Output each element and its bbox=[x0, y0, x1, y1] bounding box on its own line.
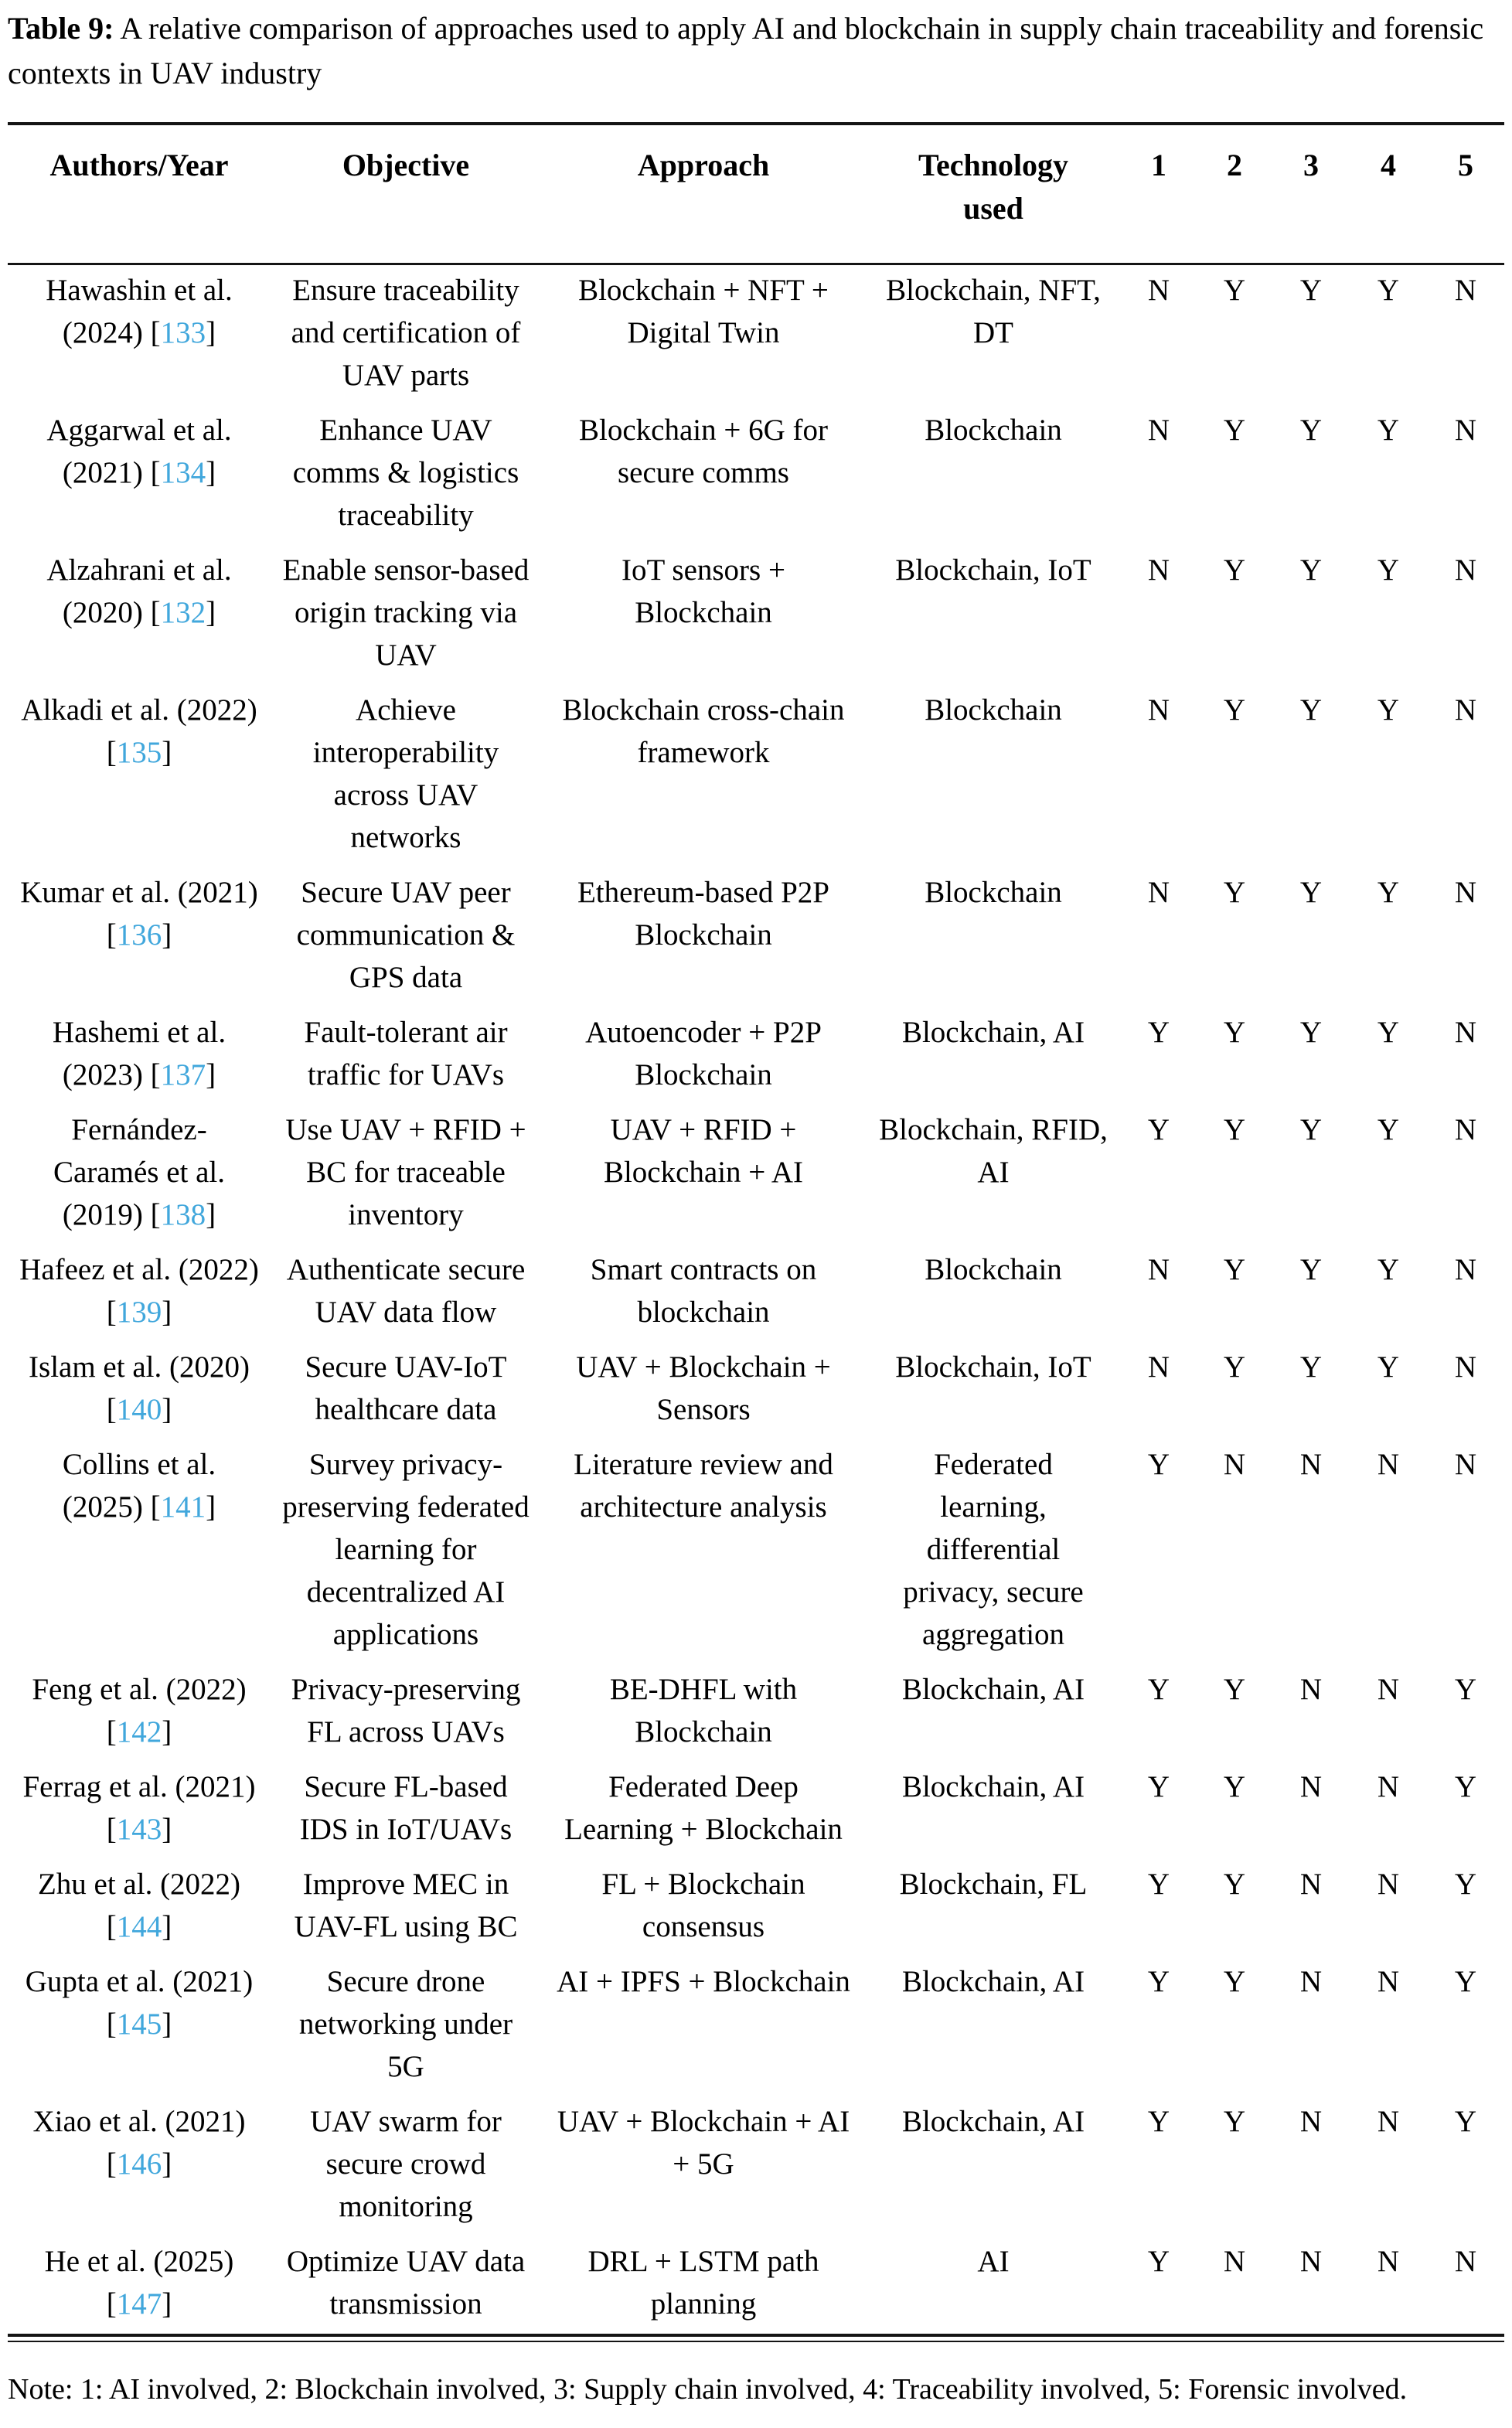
flag-2-value: Y bbox=[1223, 1016, 1246, 1049]
objective-cell: Privacy-preserving FL across UAVs bbox=[291, 1673, 521, 1749]
flag-5-value: N bbox=[1454, 693, 1477, 727]
technology-used-cell: AI bbox=[977, 2245, 1010, 2278]
technology-used-cell: Blockchain bbox=[925, 876, 1062, 909]
approach-cell: Autoencoder + P2P Blockchain bbox=[585, 1016, 822, 1091]
header-flag-5: 5 bbox=[1458, 148, 1473, 182]
citation-close-bracket: ] bbox=[206, 596, 216, 629]
citation-open-bracket: [ bbox=[150, 456, 161, 489]
flag-5-value: Y bbox=[1454, 2105, 1477, 2138]
citation bbox=[151, 1198, 216, 1231]
authors-cell bbox=[8, 1664, 271, 1762]
approach-cell: BE-DHFL with Blockchain bbox=[609, 1673, 798, 1749]
authors-cell bbox=[8, 2096, 271, 2236]
citation bbox=[107, 2287, 172, 2321]
technology-used-cell: Blockchain, AI bbox=[901, 1673, 1085, 1706]
authors-year-text: Xiao et al. (2021) bbox=[32, 2105, 246, 2138]
citation-open-bracket: [ bbox=[106, 918, 117, 952]
technology-used-cell: Blockchain, IoT bbox=[895, 1350, 1091, 1384]
approach-cell: Blockchain cross-chain framework bbox=[562, 693, 845, 769]
citation-link[interactable]: 142 bbox=[116, 1715, 162, 1749]
flag-3-value: N bbox=[1299, 1673, 1323, 1706]
citation-link[interactable]: 135 bbox=[116, 736, 162, 769]
citation-close-bracket: ] bbox=[162, 736, 172, 769]
flag-4-value: N bbox=[1377, 1965, 1400, 1998]
technology-used-cell: Blockchain, AI bbox=[901, 1016, 1085, 1049]
citation-open-bracket: [ bbox=[106, 1910, 117, 1943]
citation-open-bracket: [ bbox=[106, 2287, 117, 2321]
citation-open-bracket: [ bbox=[150, 316, 161, 349]
approach-cell: Literature review and architecture analysis bbox=[574, 1448, 833, 1524]
technology-used-cell: Blockchain bbox=[925, 414, 1062, 447]
approach-cell: Ethereum-based P2P Blockchain bbox=[577, 876, 829, 952]
approach-cell: UAV + Blockchain + Sensors bbox=[576, 1350, 831, 1426]
citation bbox=[107, 736, 172, 769]
citation bbox=[107, 918, 172, 952]
authors-year-text: Collins et al. (2025) bbox=[62, 1448, 216, 1524]
flag-5-value: N bbox=[1454, 876, 1477, 909]
flag-4-value: N bbox=[1377, 1673, 1400, 1706]
objective-cell: Secure drone networking under 5G bbox=[298, 1965, 513, 2083]
table-bottom-rule-thin bbox=[8, 2341, 1504, 2342]
citation bbox=[107, 1296, 172, 1329]
citation bbox=[151, 1058, 216, 1091]
flag-5-value: Y bbox=[1454, 1673, 1477, 1706]
flag-1-value: N bbox=[1147, 553, 1170, 587]
objective-cell: Fault-tolerant air traffic for UAVs bbox=[304, 1016, 508, 1091]
header-authors-year: Authors/Year bbox=[49, 148, 229, 182]
approach-cell: Smart contracts on blockchain bbox=[590, 1253, 817, 1329]
header-approach: Approach bbox=[637, 148, 770, 182]
table-row bbox=[8, 545, 1504, 685]
flag-1-value: N bbox=[1147, 1253, 1170, 1286]
objective-cell: Secure FL-based IDS in IoT/UAVs bbox=[299, 1770, 513, 1846]
approach-cell: IoT sensors + Blockchain bbox=[621, 553, 785, 629]
flag-5-value: N bbox=[1454, 553, 1477, 587]
objective-cell: Authenticate secure UAV data flow bbox=[286, 1253, 526, 1329]
technology-used-cell: Blockchain, RFID, AI bbox=[879, 1113, 1108, 1189]
header-objective: Objective bbox=[342, 148, 470, 182]
citation-close-bracket: ] bbox=[206, 456, 216, 489]
flag-5-value: N bbox=[1454, 1350, 1477, 1384]
flag-1-value: N bbox=[1147, 414, 1170, 447]
authors-cell bbox=[8, 1762, 271, 1859]
citation-open-bracket: [ bbox=[106, 1296, 117, 1329]
flag-3-value: N bbox=[1299, 1868, 1323, 1901]
flag-3-value: N bbox=[1299, 1448, 1323, 1481]
citation-link[interactable]: 133 bbox=[160, 316, 206, 349]
flag-5-value: N bbox=[1454, 1113, 1477, 1146]
flag-4-value: Y bbox=[1377, 1350, 1400, 1384]
citation bbox=[151, 596, 216, 629]
table-row bbox=[8, 1439, 1504, 1664]
flag-4-value: N bbox=[1377, 1868, 1400, 1901]
flag-2-value: Y bbox=[1223, 1770, 1246, 1803]
citation bbox=[107, 1393, 172, 1426]
flag-4-value: Y bbox=[1377, 1253, 1400, 1286]
flag-3-value: Y bbox=[1299, 414, 1323, 447]
citation-open-bracket: [ bbox=[106, 1393, 117, 1426]
objective-cell: Secure UAV peer communication & GPS data bbox=[296, 876, 516, 994]
flag-3-value: N bbox=[1299, 2105, 1323, 2138]
citation bbox=[107, 2147, 172, 2181]
table-caption bbox=[8, 6, 1504, 96]
flag-2-value: Y bbox=[1223, 2105, 1246, 2138]
authors-cell bbox=[8, 1439, 271, 1664]
flag-1-value: Y bbox=[1147, 1016, 1170, 1049]
table-bottom-rule-thick bbox=[8, 2334, 1504, 2337]
citation-link[interactable]: 141 bbox=[160, 1490, 206, 1524]
flag-2-value: Y bbox=[1223, 693, 1246, 727]
flag-3-value: Y bbox=[1299, 693, 1323, 727]
header-flag-4: 4 bbox=[1381, 148, 1396, 182]
technology-used-cell: Federated learning, differential privacy, secure aggregation bbox=[903, 1448, 1084, 1651]
flag-2-value: Y bbox=[1223, 553, 1246, 587]
citation-close-bracket: ] bbox=[206, 1198, 216, 1231]
flag-1-value: Y bbox=[1147, 1448, 1170, 1481]
flag-3-value: N bbox=[1299, 2245, 1323, 2278]
technology-used-cell: Blockchain, AI bbox=[901, 1965, 1085, 1998]
flag-2-value: Y bbox=[1223, 274, 1246, 307]
header-flag-1: 1 bbox=[1151, 148, 1166, 182]
table-row bbox=[8, 1007, 1504, 1105]
flag-3-value: Y bbox=[1299, 274, 1323, 307]
flag-4-value: N bbox=[1377, 1448, 1400, 1481]
flag-4-value: Y bbox=[1377, 876, 1400, 909]
citation-link[interactable]: 137 bbox=[160, 1058, 206, 1091]
authors-cell bbox=[8, 1105, 271, 1245]
authors-year-text: Aggarwal et al. (2021) bbox=[46, 414, 232, 489]
technology-used-cell: Blockchain, AI bbox=[901, 1770, 1085, 1803]
flag-4-value: N bbox=[1377, 1770, 1400, 1803]
comparison-table bbox=[8, 122, 1504, 2334]
authors-cell bbox=[8, 867, 271, 1007]
table-row bbox=[8, 1245, 1504, 1342]
flag-2-value: Y bbox=[1223, 1113, 1246, 1146]
flag-5-value: Y bbox=[1454, 1965, 1477, 1998]
flag-1-value: N bbox=[1147, 876, 1170, 909]
authors-cell bbox=[8, 1956, 271, 2096]
flag-1-value: N bbox=[1147, 693, 1170, 727]
citation-close-bracket: ] bbox=[162, 1715, 172, 1749]
citation bbox=[107, 1910, 172, 1943]
approach-cell: FL + Blockchain consensus bbox=[601, 1868, 805, 1943]
citation-link[interactable]: 144 bbox=[116, 1910, 162, 1943]
table-row bbox=[8, 685, 1504, 867]
authors-year-text: Ferrag et al. (2021) bbox=[22, 1770, 256, 1803]
citation-open-bracket: [ bbox=[106, 1813, 117, 1846]
flag-2-value: Y bbox=[1223, 1673, 1246, 1706]
flag-2-value: Y bbox=[1223, 1350, 1246, 1384]
authors-year-text: Hawashin et al. (2024) bbox=[46, 274, 233, 349]
citation-link[interactable]: 139 bbox=[116, 1296, 162, 1329]
table-row bbox=[8, 405, 1504, 545]
table-row bbox=[8, 1664, 1504, 1762]
flag-5-value: Y bbox=[1454, 1868, 1477, 1901]
approach-cell: UAV + Blockchain + AI + 5G bbox=[557, 2105, 850, 2181]
authors-cell bbox=[8, 1859, 271, 1956]
table-caption-label: Table 9: bbox=[8, 11, 114, 46]
flag-2-value: Y bbox=[1223, 876, 1246, 909]
objective-cell: Ensure traceability and certification of UAV parts bbox=[291, 274, 521, 392]
flag-3-value: N bbox=[1299, 1965, 1323, 1998]
flag-3-value: Y bbox=[1299, 553, 1323, 587]
citation-close-bracket: ] bbox=[162, 1910, 172, 1943]
authors-cell bbox=[8, 264, 271, 406]
flag-2-value: N bbox=[1223, 1448, 1246, 1481]
authors-year-text: Zhu et al. (2022) bbox=[37, 1868, 241, 1901]
table-header bbox=[8, 124, 1504, 264]
objective-cell: Enable sensor-based origin tracking via UAV bbox=[282, 553, 530, 672]
authors-cell bbox=[8, 1007, 271, 1105]
flag-5-value: N bbox=[1454, 1016, 1477, 1049]
authors-year-text: Fernández-Caramés et al. (2019) bbox=[53, 1113, 225, 1231]
flag-4-value: Y bbox=[1377, 1016, 1400, 1049]
flag-3-value: N bbox=[1299, 1770, 1323, 1803]
table-row bbox=[8, 2236, 1504, 2334]
citation-open-bracket: [ bbox=[150, 1490, 161, 1524]
authors-cell bbox=[8, 2236, 271, 2334]
table-footnote: Note: 1: AI involved, 2: Blockchain involved, 3: Supply chain involved, 4: Traceability involved, 5: Forensic involved. bbox=[8, 2373, 1408, 2406]
citation-open-bracket: [ bbox=[106, 1715, 117, 1749]
authors-year-text: Islam et al. (2020) bbox=[29, 1350, 250, 1384]
flag-1-value: N bbox=[1147, 274, 1170, 307]
approach-cell: Blockchain + NFT + Digital Twin bbox=[578, 274, 829, 349]
flag-4-value: Y bbox=[1377, 414, 1400, 447]
flag-3-value: Y bbox=[1299, 1016, 1323, 1049]
flag-4-value: Y bbox=[1377, 693, 1400, 727]
citation-close-bracket: ] bbox=[206, 1490, 216, 1524]
authors-year-text: Alzahrani et al. (2020) bbox=[46, 553, 232, 629]
citation bbox=[107, 1813, 172, 1846]
flag-3-value: Y bbox=[1299, 876, 1323, 909]
authors-year-text: Feng et al. (2022) bbox=[32, 1673, 247, 1706]
flag-2-value: Y bbox=[1223, 1965, 1246, 1998]
technology-used-cell: Blockchain bbox=[925, 1253, 1062, 1286]
objective-cell: UAV swarm for secure crowd monitoring bbox=[310, 2105, 502, 2223]
approach-cell: DRL + LSTM path planning bbox=[587, 2245, 819, 2321]
objective-cell: Achieve interoperability across UAV networks bbox=[312, 693, 499, 854]
citation-close-bracket: ] bbox=[206, 316, 216, 349]
citation bbox=[151, 316, 216, 349]
citation-close-bracket: ] bbox=[162, 2007, 172, 2041]
authors-year-text: Gupta et al. (2021) bbox=[25, 1965, 254, 1998]
header-technology-used-text: Technology used bbox=[918, 148, 1069, 226]
table-body bbox=[8, 264, 1504, 2334]
table-caption-text: A relative comparison of approaches used to apply AI and blockchain in supply chain traceability and forensic contexts in UAV industry bbox=[8, 11, 1484, 90]
citation-open-bracket: [ bbox=[150, 1198, 161, 1231]
objective-cell: Survey privacy-preserving federated learning for decentralized AI applications bbox=[282, 1448, 530, 1651]
technology-used-cell: Blockchain, AI bbox=[901, 2105, 1085, 2138]
header-row bbox=[8, 124, 1504, 264]
authors-year-text: Hafeez et al. (2022) bbox=[19, 1253, 259, 1286]
header-technology-used bbox=[866, 124, 1121, 264]
flag-2-value: N bbox=[1223, 2245, 1246, 2278]
citation-link[interactable]: 146 bbox=[116, 2147, 162, 2181]
authors-cell bbox=[8, 1342, 271, 1439]
authors-year-text: Kumar et al. (2021) bbox=[20, 876, 258, 909]
technology-used-cell: Blockchain, NFT, DT bbox=[886, 274, 1101, 349]
authors-cell bbox=[8, 1245, 271, 1342]
technology-used-cell: Blockchain, FL bbox=[899, 1868, 1088, 1901]
flag-4-value: N bbox=[1377, 2245, 1400, 2278]
technology-used-cell: Blockchain bbox=[925, 693, 1062, 727]
flag-3-value: Y bbox=[1299, 1253, 1323, 1286]
citation-link[interactable]: 136 bbox=[116, 918, 162, 952]
flag-3-value: Y bbox=[1299, 1113, 1323, 1146]
flag-3-value: Y bbox=[1299, 1350, 1323, 1384]
flag-5-value: N bbox=[1454, 414, 1477, 447]
flag-4-value: Y bbox=[1377, 274, 1400, 307]
table-row bbox=[8, 1956, 1504, 2096]
approach-cell: AI + IPFS + Blockchain bbox=[557, 1965, 850, 1998]
table-row bbox=[8, 264, 1504, 406]
flag-4-value: Y bbox=[1377, 1113, 1400, 1146]
citation-close-bracket: ] bbox=[162, 2147, 172, 2181]
citation-link[interactable]: 132 bbox=[160, 596, 206, 629]
citation-open-bracket: [ bbox=[150, 596, 161, 629]
flag-1-value: Y bbox=[1147, 1868, 1170, 1901]
table-row bbox=[8, 1762, 1504, 1859]
citation-close-bracket: ] bbox=[162, 1393, 172, 1426]
table-row bbox=[8, 867, 1504, 1007]
citation-close-bracket: ] bbox=[162, 918, 172, 952]
flag-1-value: Y bbox=[1147, 2245, 1170, 2278]
flag-1-value: N bbox=[1147, 1350, 1170, 1384]
citation bbox=[151, 1490, 216, 1524]
citation-link[interactable]: 138 bbox=[160, 1198, 206, 1231]
objective-cell: Secure UAV-IoT healthcare data bbox=[305, 1350, 507, 1426]
citation-close-bracket: ] bbox=[162, 1296, 172, 1329]
flag-1-value: Y bbox=[1147, 1770, 1170, 1803]
citation-link[interactable]: 134 bbox=[160, 456, 206, 489]
authors-year-text: He et al. (2025) bbox=[44, 2245, 234, 2278]
flag-5-value: N bbox=[1454, 1253, 1477, 1286]
flag-5-value: N bbox=[1454, 2245, 1477, 2278]
citation-close-bracket: ] bbox=[206, 1058, 216, 1091]
flag-5-value: N bbox=[1454, 1448, 1477, 1481]
citation-open-bracket: [ bbox=[106, 2147, 117, 2181]
technology-used-cell: Blockchain, IoT bbox=[895, 553, 1091, 587]
flag-5-value: N bbox=[1454, 274, 1477, 307]
authors-cell bbox=[8, 545, 271, 685]
header-flag-2: 2 bbox=[1227, 148, 1242, 182]
objective-cell: Improve MEC in UAV-FL using BC bbox=[294, 1868, 518, 1943]
flag-2-value: Y bbox=[1223, 414, 1246, 447]
citation-link[interactable]: 140 bbox=[116, 1393, 162, 1426]
approach-cell: Federated Deep Learning + Blockchain bbox=[564, 1770, 843, 1846]
flag-1-value: Y bbox=[1147, 1113, 1170, 1146]
flag-1-value: Y bbox=[1147, 2105, 1170, 2138]
citation bbox=[107, 2007, 172, 2041]
citation-link[interactable]: 147 bbox=[116, 2287, 162, 2321]
citation-close-bracket: ] bbox=[162, 1813, 172, 1846]
flag-2-value: Y bbox=[1223, 1868, 1246, 1901]
objective-cell: Use UAV + RFID + BC for traceable inventory bbox=[285, 1113, 526, 1231]
citation-open-bracket: [ bbox=[150, 1058, 161, 1091]
flag-1-value: Y bbox=[1147, 1673, 1170, 1706]
flag-4-value: Y bbox=[1377, 553, 1400, 587]
authors-cell bbox=[8, 685, 271, 867]
citation bbox=[107, 1715, 172, 1749]
citation-link[interactable]: 143 bbox=[116, 1813, 162, 1846]
table-row bbox=[8, 1342, 1504, 1439]
table-row bbox=[8, 2096, 1504, 2236]
flag-4-value: N bbox=[1377, 2105, 1400, 2138]
citation-open-bracket: [ bbox=[106, 2007, 117, 2041]
objective-cell: Enhance UAV comms & logistics traceability bbox=[292, 414, 519, 532]
approach-cell: UAV + RFID + Blockchain + AI bbox=[603, 1113, 804, 1189]
table-row bbox=[8, 1859, 1504, 1956]
header-flag-3: 3 bbox=[1303, 148, 1319, 182]
authors-year-text: Alkadi et al. (2022) bbox=[21, 693, 257, 727]
authors-cell bbox=[8, 405, 271, 545]
authors-year-text: Hashemi et al. (2023) bbox=[52, 1016, 226, 1091]
citation-link[interactable]: 145 bbox=[116, 2007, 162, 2041]
citation-close-bracket: ] bbox=[162, 2287, 172, 2321]
citation bbox=[151, 456, 216, 489]
approach-cell: Blockchain + 6G for secure comms bbox=[579, 414, 828, 489]
flag-2-value: Y bbox=[1223, 1253, 1246, 1286]
flag-5-value: Y bbox=[1454, 1770, 1477, 1803]
objective-cell: Optimize UAV data transmission bbox=[286, 2245, 526, 2321]
citation-open-bracket: [ bbox=[106, 736, 117, 769]
table-row bbox=[8, 1105, 1504, 1245]
flag-1-value: Y bbox=[1147, 1965, 1170, 1998]
